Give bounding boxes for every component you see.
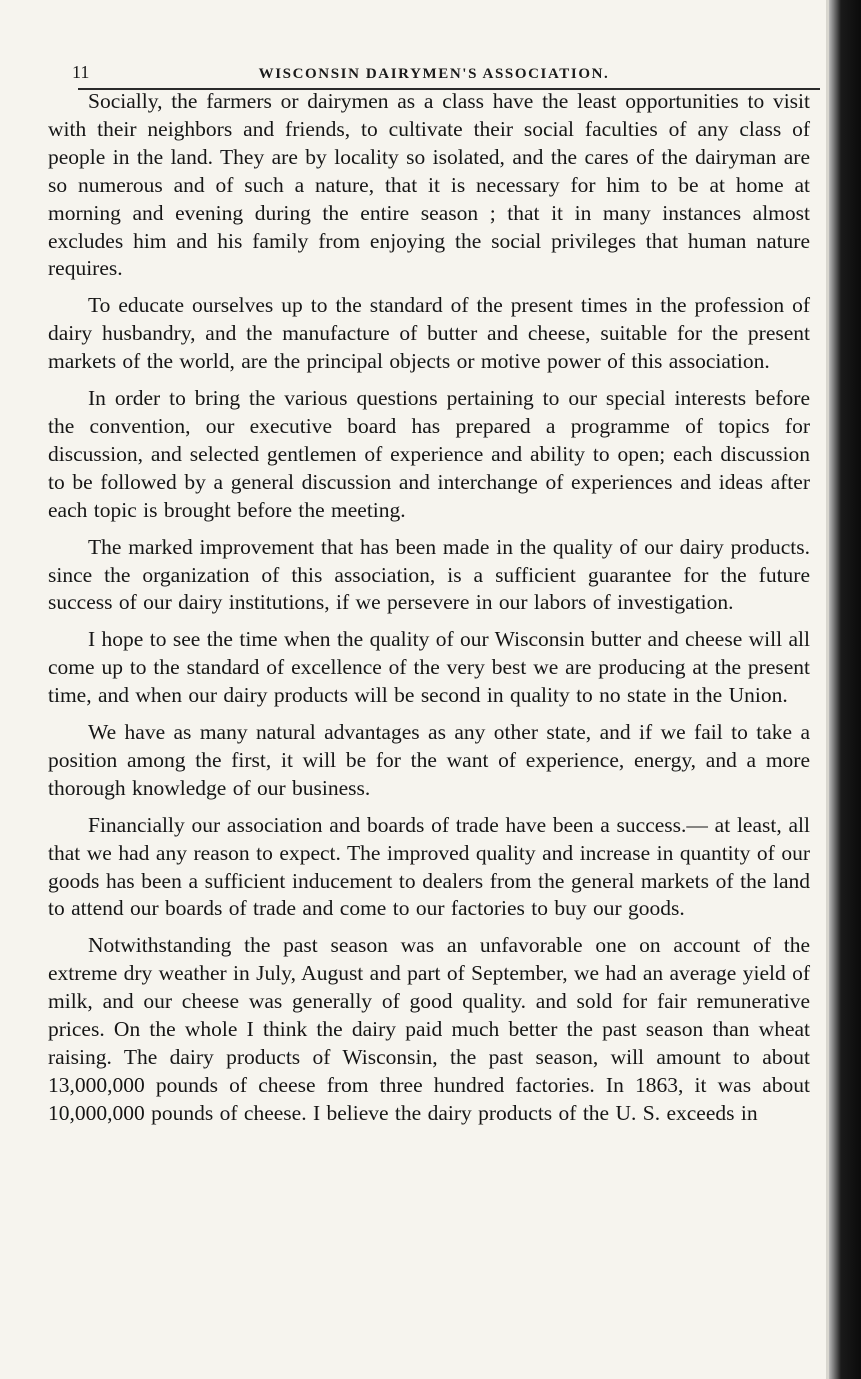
paragraph-4: The marked improvement that has been made in the quality of our dairy products. since the organization of this association, is a sufficient guarantee for the future success of our dairy institutions, if we persevere in our labors of investigation. — [48, 534, 810, 615]
paragraph-2: To educate ourselves up to the standard of the present times in the profession of dairy husbandry, and the manufacture of butter and cheese, suitable for the present markets of the world, are the principal objects or motive power of this association. — [48, 293, 810, 374]
page-header — [48, 52, 820, 92]
paragraph-7: Financially our association and boards of trade have been a success.— at least, all that we had any reason to expect. The improved quality and increase in quantity of our goods has been a sufficient inducement to dealers from the general markets of the land to attend our boards of trade and come to our factories to buy our goods. — [48, 812, 810, 921]
paragraph-8: Notwithstanding the past season was an unfavorable one on account of the extreme dry weather in July, August and part of September, we had an average yield of milk, and our cheese was generally of good quality. and sold for fair remunerative prices. On the whole I think the dairy paid much better the past season than wheat raising. The dairy products of Wisconsin, the past season, will amount to about 13,000,000 pounds of cheese from three hundred factories. In 1863, it was about 10,000,000 pounds of cheese. I believe the dairy products of the U. S. exceeds in — [48, 933, 810, 1125]
paragraph-6: We have as many natural advantages as any other state, and if we fail to take a position among the first, it will be for the want of experience, energy, and a more thorough knowledge of our business. — [48, 720, 810, 800]
page-number: 11 — [72, 62, 90, 82]
body-text — [48, 88, 810, 1137]
paragraph-5: I hope to see the time when the quality of our Wisconsin butter and cheese will all come up to the standard of excellence of the very best we are producing at the present time, and when our dairy products will be second in quality to no state in the Union. — [48, 627, 810, 708]
paragraph-1: Socially, the farmers or dairymen as a class have the least opportunities to visit with their neighbors and friends, to cultivate their social faculties of any class of people in the land. They are by locality so isolated, and the cares of the dairyman are so numerous and of such a nature, that it is necessary for him to be at home at morning and evening during the entire season ; that it in many instances almost excludes him and his family from enjoying the social privileges that human nature requires. — [48, 89, 810, 281]
book-spine-shadow — [829, 0, 861, 1379]
running-head: WISCONSIN DAIRYMEN'S ASSOCIATION. — [258, 66, 610, 82]
paragraph-3: In order to bring the various questions pertaining to our special interests before the convention, our executive board has prepared a programme of topics for discussion, and selected gentlemen of experience and ability to open; each discussion to be followed by a general discussion and interchange of experiences and ideas after each topic is brought before the meeting. — [48, 386, 810, 522]
